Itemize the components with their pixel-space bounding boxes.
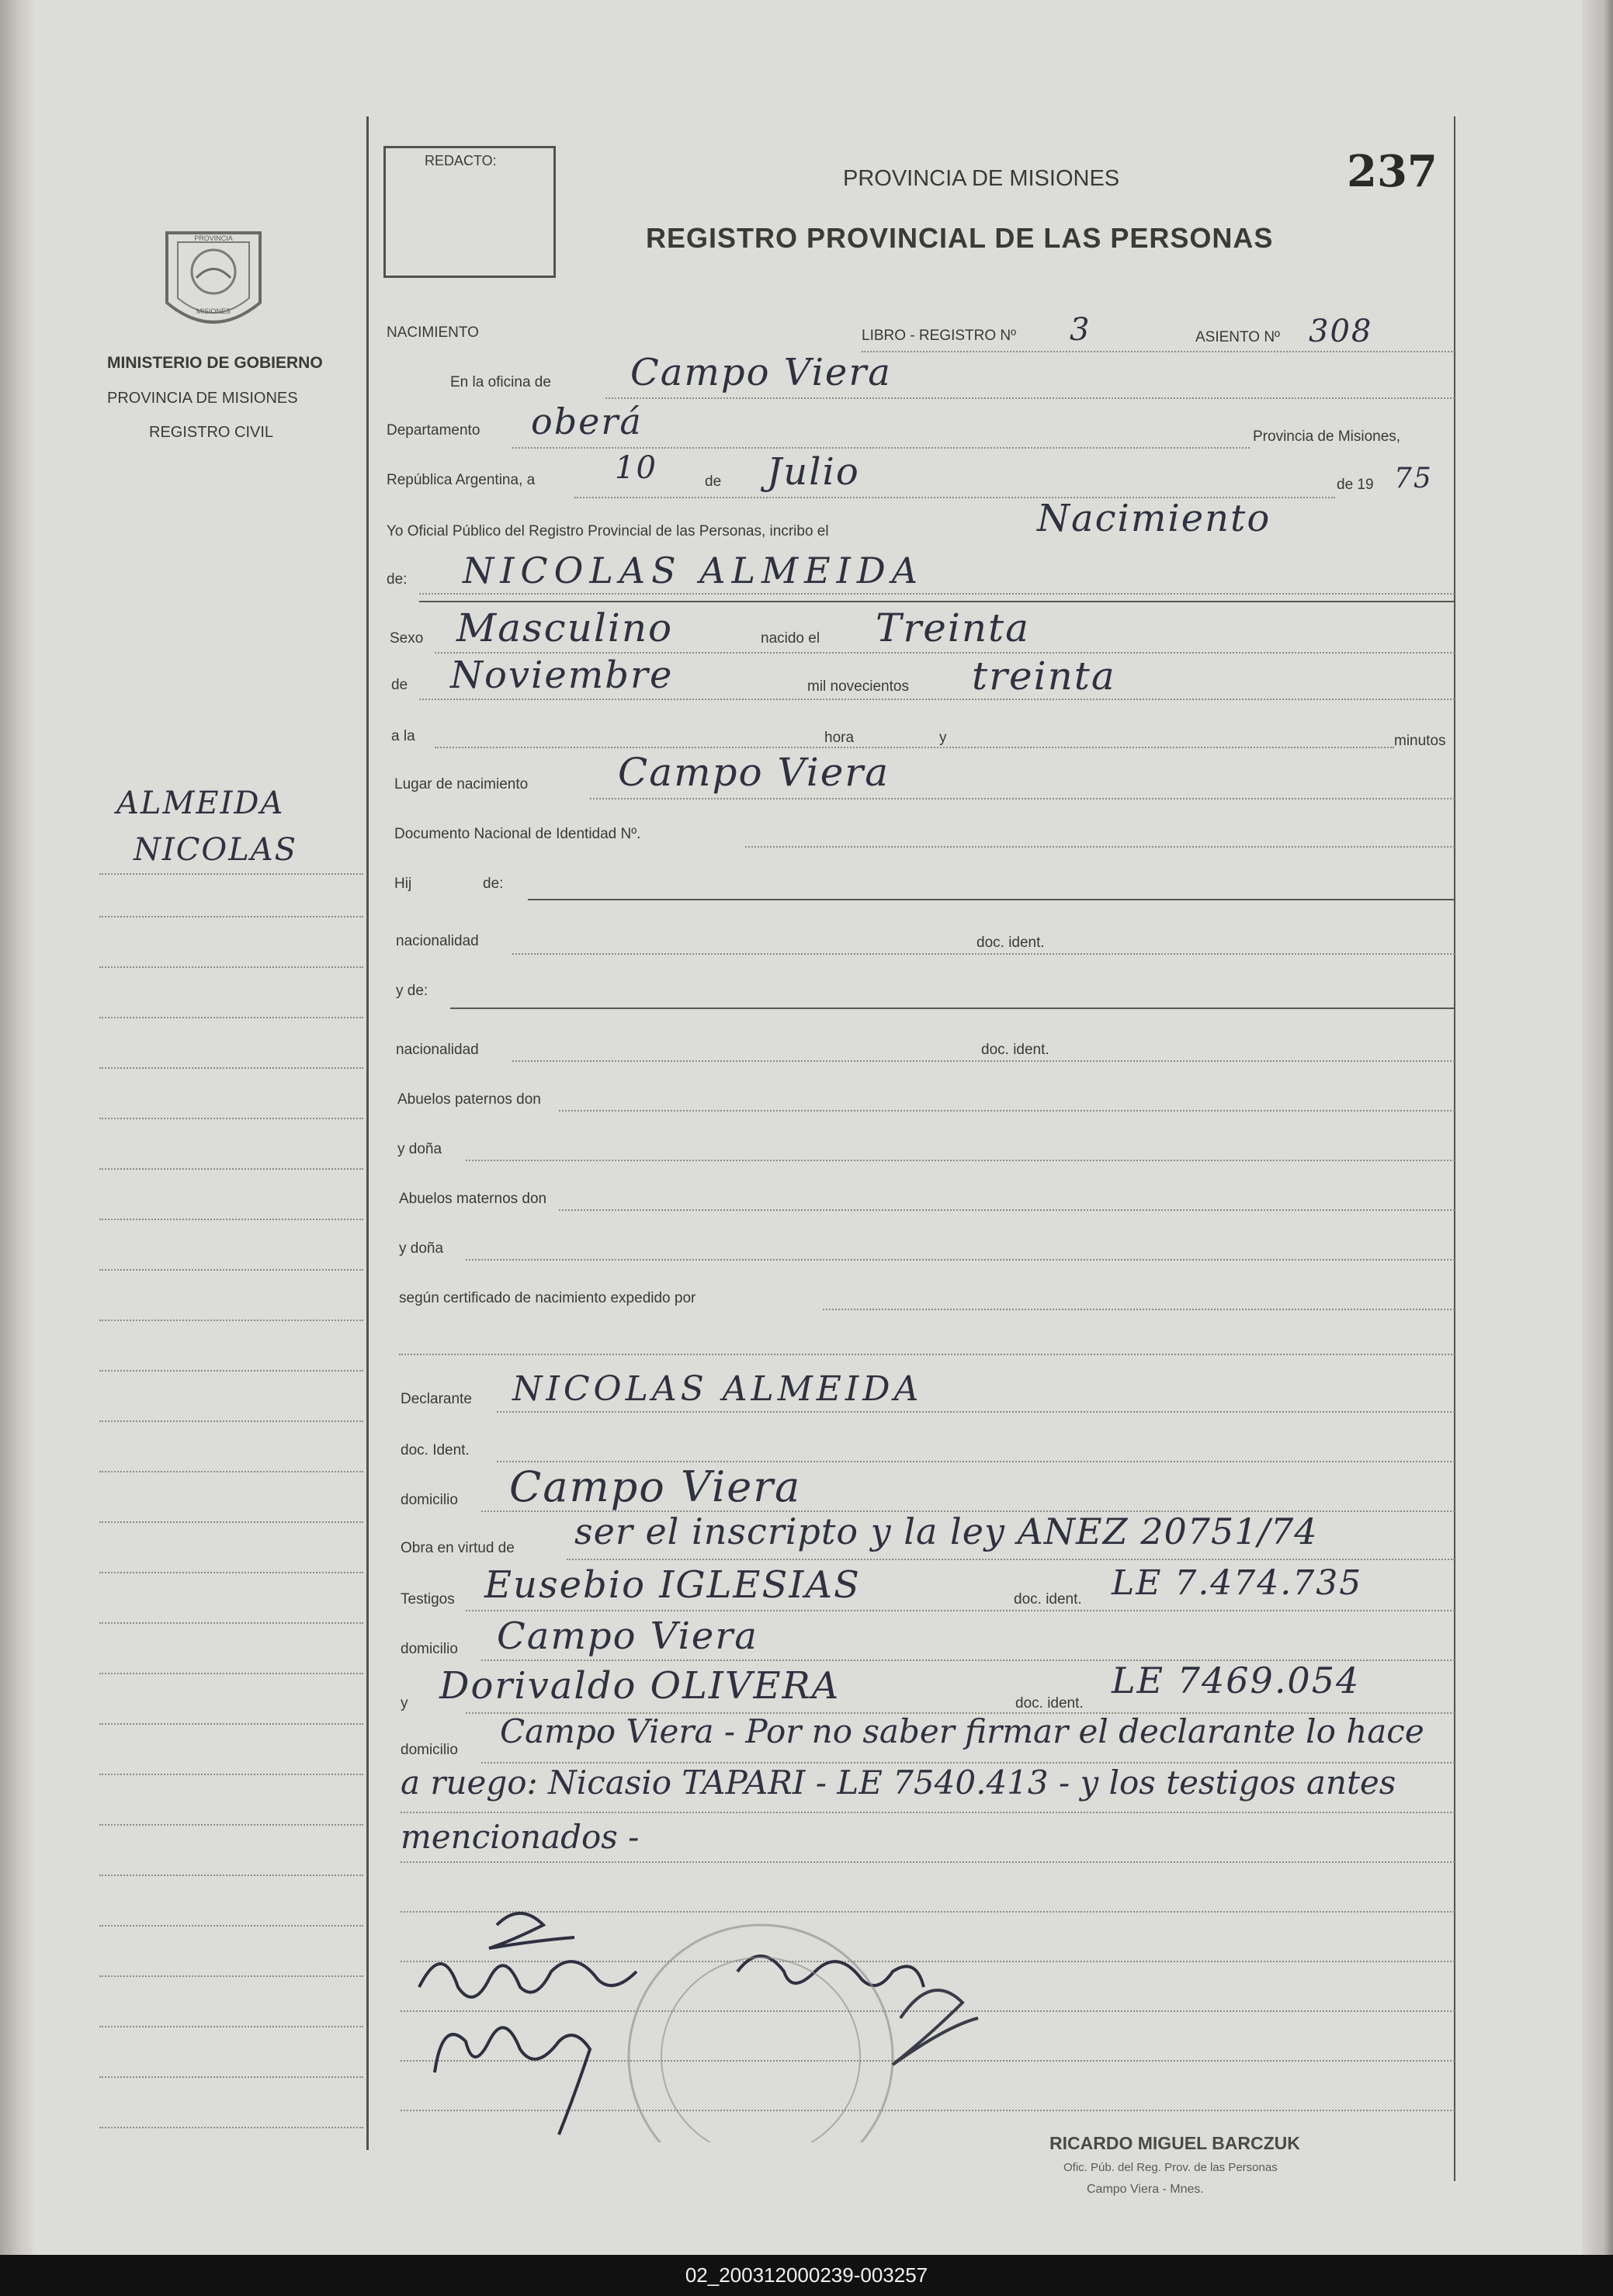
ydona2-label: y doña (399, 1240, 444, 1257)
asiento-label: ASIENTO Nº (1195, 329, 1280, 345)
testigos-label: Testigos (401, 1591, 455, 1608)
redacto-label: REDACTO: (425, 153, 497, 168)
birth-month-value: Noviembre (450, 654, 674, 697)
mil-label: mil novecientos (807, 678, 909, 695)
y-label: y (939, 730, 947, 746)
official-stamp-place: Campo Viera - Mnes. (1087, 2183, 1204, 2196)
province-seal-icon (159, 217, 268, 342)
hij-label: Hij (394, 876, 412, 892)
margin-surname: ALMEIDA (116, 786, 285, 821)
month-value: Julio (767, 450, 860, 494)
de4-label: de: (483, 876, 504, 892)
departamento-value: oberá (531, 401, 643, 442)
departamento-label: Departamento (387, 422, 480, 439)
provincia-suffix: Provincia de Misiones, (1253, 428, 1401, 445)
domicilio3-value: Campo Viera - Por no saber firmar el declarante lo hace (500, 1712, 1424, 1750)
nacido-value: Treinta (876, 605, 1030, 650)
testigo2-doc: LE 7469.054 (1112, 1660, 1361, 1701)
de3-label: de (391, 677, 408, 693)
domicilio1-label: domicilio (401, 1492, 458, 1508)
registry-heading: REGISTRO CIVIL (149, 424, 274, 441)
de-label: de (705, 473, 722, 490)
nacionalidad2-label: nacionalidad (396, 1042, 479, 1058)
year-label: de 19 (1337, 477, 1374, 493)
segun-label: según certificado de nacimiento expedido por (399, 1290, 696, 1306)
de2-label: de: (387, 571, 408, 588)
page-edge (1582, 0, 1613, 2255)
image-caption: 02_200312000239-003257 (0, 2255, 1613, 2296)
docident2-label: doc. ident. (981, 1042, 1049, 1058)
redacto-box (383, 146, 556, 278)
sexo-value: Masculino (456, 605, 674, 650)
minutos-label: minutos (1394, 733, 1446, 749)
abuelos-paternos-label: Abuelos paternos don (397, 1091, 541, 1108)
province-header: PROVINCIA DE MISIONES (843, 166, 1120, 191)
svg-text:PROVINCIA: PROVINCIA (194, 234, 233, 242)
nacido-label: nacido el (761, 630, 820, 647)
obra-label: Obra en virtud de (401, 1540, 515, 1556)
testigo1-doc: LE 7.474.735 (1112, 1563, 1363, 1603)
lugar-value: Campo Viera (618, 750, 890, 795)
testigo1-value: Eusebio IGLESIAS (484, 1563, 861, 1607)
yde-label: y de: (396, 983, 428, 999)
declarante-label: Declarante (401, 1391, 472, 1407)
declarante-value: NICOLAS ALMEIDA (512, 1369, 923, 1409)
lugar-label: Lugar de nacimiento (394, 776, 529, 793)
nacionalidad1-label: nacionalidad (396, 933, 479, 949)
right-border (1454, 116, 1455, 2181)
libro-label: LIBRO - REGISTRO Nº (862, 328, 1017, 344)
ala-label: a la (391, 728, 415, 744)
signatures (404, 1894, 1056, 2142)
docident4-label: doc. ident. (1014, 1591, 1082, 1608)
sexo-label: Sexo (390, 630, 424, 647)
official-stamp-title: Ofic. Púb. del Reg. Prov. de las Personas (1063, 2161, 1278, 2174)
testigo2-value: Dorivaldo OLIVERA (439, 1664, 841, 1708)
margin-divider (366, 116, 369, 2150)
domicilio1-value: Campo Viera (509, 1462, 802, 1511)
page-number: 237 (1347, 146, 1438, 197)
page-title: REGISTRO PROVINCIAL DE LAS PERSONAS (646, 222, 1274, 254)
registrant-name: NICOLAS ALMEIDA (463, 550, 924, 591)
ministry-heading: MINISTERIO DE GOBIERNO (107, 354, 323, 372)
oficial-label: Yo Oficial Público del Registro Provincial de las Personas, incribo el (387, 523, 829, 539)
note-line-3: mencionados - (401, 1818, 640, 1856)
abuelos-maternos-label: Abuelos maternos don (399, 1191, 547, 1207)
docident1-label: doc. ident. (976, 935, 1045, 951)
republica-label: República Argentina, a (387, 472, 536, 488)
hora-label: hora (824, 730, 855, 746)
libro-value: 3 (1070, 312, 1091, 348)
asiento-value: 308 (1309, 314, 1373, 349)
oficina-label: En la oficina de (450, 374, 551, 390)
domicilio2-value: Campo Viera (497, 1614, 758, 1658)
ydona1-label: y doña (397, 1141, 442, 1157)
y2-label: y (401, 1695, 408, 1712)
margin-given-name: NICOLAS (134, 832, 298, 868)
oficina-value: Campo Viera (630, 351, 892, 394)
province-heading: PROVINCIA DE MISIONES (107, 390, 298, 407)
dni-label: Documento Nacional de Identidad Nº. (394, 826, 641, 842)
book-spine (0, 0, 33, 2255)
docident3-label: doc. Ident. (401, 1442, 470, 1458)
obra-value: ser el inscripto y la ley ANEZ 20751/74 (574, 1510, 1318, 1552)
note-line-2: a ruego: Nicasio TAPARI - LE 7540.413 - y los testigos antes (401, 1764, 1396, 1802)
docident5-label: doc. ident. (1015, 1695, 1084, 1712)
act-type: NACIMIENTO (387, 324, 479, 341)
mil-value: treinta (972, 654, 1116, 699)
domicilio3-label: domicilio (401, 1742, 458, 1758)
domicilio2-label: domicilio (401, 1641, 458, 1657)
svg-text:MISIONES: MISIONES (196, 307, 231, 315)
day-value: 10 (615, 450, 657, 486)
official-stamp-name: RICARDO MIGUEL BARCZUK (1049, 2133, 1300, 2153)
year-value: 75 (1394, 463, 1433, 494)
oficial-value: Nacimiento (1037, 497, 1271, 540)
